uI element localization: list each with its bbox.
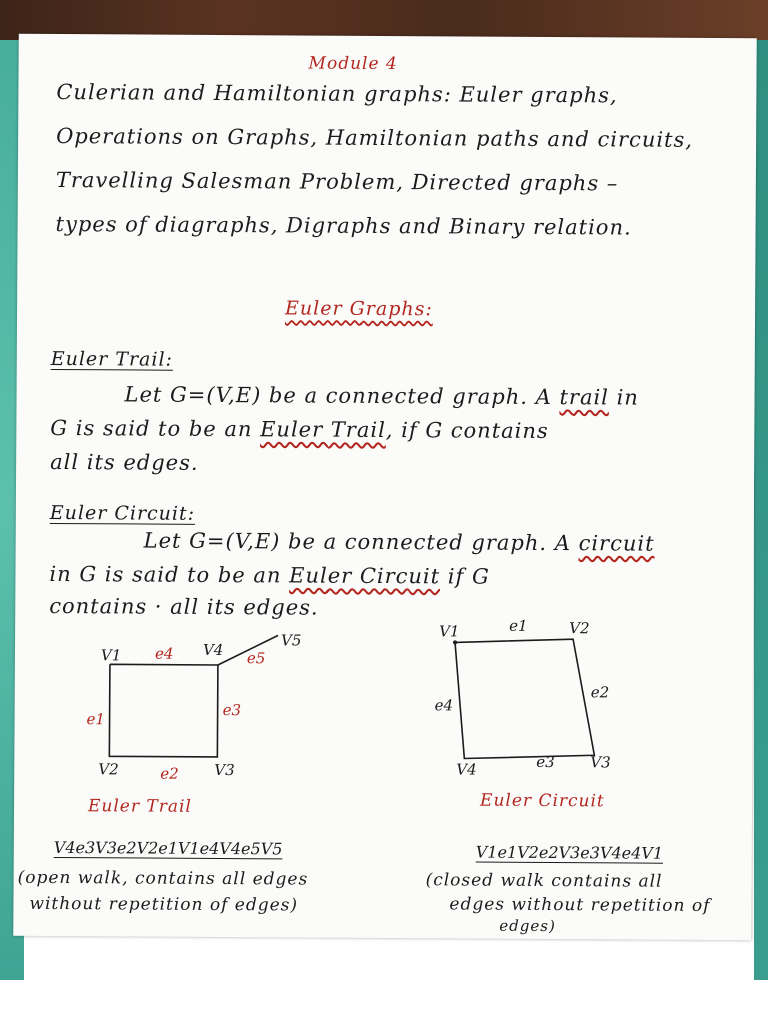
- trail-walk: V4e3V3e2V2e1V1e4V4e5V5: [53, 837, 283, 859]
- circuit-vertex-v3: V3: [590, 753, 611, 772]
- circuit-edge-e4: e4: [434, 696, 454, 715]
- circuit-edge-e3: e3: [536, 752, 555, 772]
- trail-graph-square: [109, 664, 218, 757]
- circuit-walk: V1e1V2e2V3e3V4e4V1: [475, 842, 664, 863]
- euler-circuit-heading: Euler Circuit:: [49, 501, 196, 525]
- circuit-vertex-v4: V4: [456, 760, 477, 779]
- syllabus-line-3: Travelling Salesman Problem, Directed graphs –: [55, 167, 619, 196]
- trail-vertex-v5: V5: [281, 631, 302, 650]
- trail-edge-e3: e3: [222, 701, 242, 720]
- circuit-graph-quad: [454, 638, 595, 759]
- section-title: Euler Graphs:: [285, 297, 433, 321]
- syllabus-line-2: Operations on Graphs, Hamiltonian paths and circuits,: [56, 123, 694, 152]
- euler-trail-line-1: Let G=(V,E) be a connected graph. A trail in: [124, 382, 639, 410]
- trail-vertex-v3: V3: [214, 760, 235, 780]
- trail-vertex-v2: V2: [98, 760, 119, 779]
- circuit-vertex-v1: V1: [439, 622, 460, 641]
- trail-note-line-1: (open walk, contains all edges: [17, 867, 309, 890]
- trail-edge-e5: e5: [246, 649, 266, 668]
- euler-trail-line-2: G is said to be an Euler Trail, if G contains: [50, 415, 549, 443]
- euler-circuit-line-2: in G is said to be an Euler Circuit if G: [49, 561, 490, 589]
- euler-trail-heading: Euler Trail:: [50, 347, 174, 371]
- background-right-edge: [754, 40, 768, 980]
- trail-edge-e4: e4: [154, 644, 174, 663]
- trail-caption: Euler Trail: [87, 796, 192, 817]
- circuit-vertex-dot: [453, 640, 457, 644]
- syllabus-line-1: Culerian and Hamiltonian graphs: Euler graphs,: [56, 79, 618, 108]
- notebook-page: [13, 34, 756, 940]
- circuit-note-line-3: edges): [499, 916, 556, 936]
- trail-edge-e2: e2: [160, 764, 179, 783]
- euler-circuit-line-3: contains · all its edges.: [49, 593, 319, 620]
- circuit-edge-e2: e2: [590, 683, 610, 702]
- module-title: Module 4: [308, 53, 398, 75]
- syllabus-line-4: types of diagraphs, Digraphs and Binary relation.: [55, 211, 632, 240]
- circuit-edge-e1: e1: [509, 616, 528, 635]
- trail-edge-e1: e1: [86, 710, 106, 729]
- trail-vertex-v4: V4: [202, 640, 224, 660]
- circuit-note-line-1: (closed walk contains all: [425, 870, 663, 892]
- circuit-caption: Euler Circuit: [480, 790, 605, 812]
- circuit-vertex-v2: V2: [569, 619, 590, 638]
- circuit-note-line-2: edges without repetition of: [449, 894, 711, 916]
- euler-circuit-line-1: Let G=(V,E) be a connected graph. A circuit: [143, 528, 655, 556]
- euler-trail-line-3: all its edges.: [50, 449, 199, 475]
- trail-note-line-2: without repetition of edges): [29, 893, 299, 916]
- trail-vertex-v1: V1: [100, 646, 122, 665]
